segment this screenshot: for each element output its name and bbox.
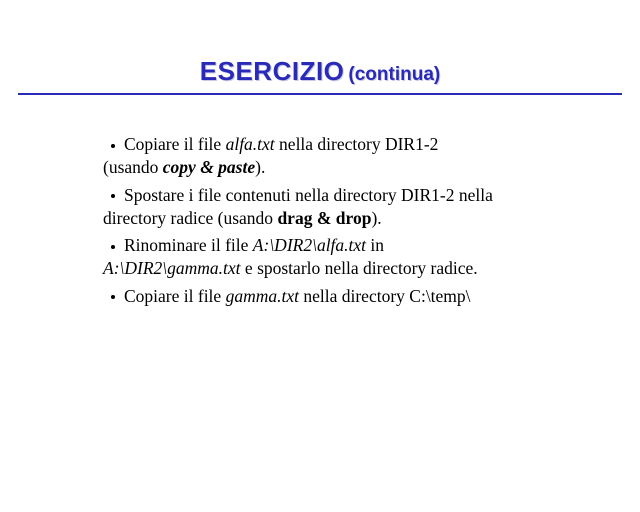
text-run: Spostare i file contenuti nella directory DIR1-2 nella — [124, 184, 493, 205]
text-run: ). — [371, 207, 382, 228]
text-run: ). — [255, 157, 266, 178]
filename-text: alfa.txt — [225, 134, 275, 154]
title-divider — [18, 93, 622, 95]
text-run: Rinominare il file — [124, 235, 253, 256]
list-item-line — [103, 257, 598, 280]
list-item — [103, 234, 598, 281]
path-text: A:\DIR2\alfa.txt — [252, 235, 367, 256]
text-run: in — [366, 235, 385, 256]
title-sub-text: (continua) — [348, 64, 441, 85]
emphasis-text: drag & drop — [277, 207, 372, 228]
bullet-dot-icon — [111, 144, 115, 148]
title-main-text: ESERCIZIO — [199, 56, 345, 86]
text-run: Copiare il file — [124, 285, 226, 306]
text-run: nella directory C:\temp\ — [298, 285, 471, 306]
list-item-line — [103, 285, 598, 308]
list-item — [103, 133, 598, 180]
list-item-line — [103, 184, 598, 207]
filename-text: gamma.txt — [225, 285, 299, 306]
bullet-list — [103, 133, 598, 310]
text-run: Copiare il file — [124, 134, 226, 154]
list-item-line — [103, 133, 598, 156]
emphasis-text: copy & paste — [162, 157, 256, 178]
list-item-line — [103, 234, 598, 257]
text-run: nella directory DIR1-2 — [274, 134, 439, 154]
bullet-dot-icon — [111, 245, 115, 249]
page-title — [0, 56, 640, 87]
list-item-line — [103, 207, 598, 230]
list-item — [103, 184, 598, 231]
path-text: A:\DIR2\gamma.txt — [103, 258, 241, 279]
list-item — [103, 285, 598, 308]
list-item-line — [103, 156, 598, 179]
text-run: (usando — [103, 157, 163, 178]
text-run: e spostarlo nella directory radice. — [240, 258, 478, 279]
text-run: directory radice (usando — [103, 207, 278, 228]
